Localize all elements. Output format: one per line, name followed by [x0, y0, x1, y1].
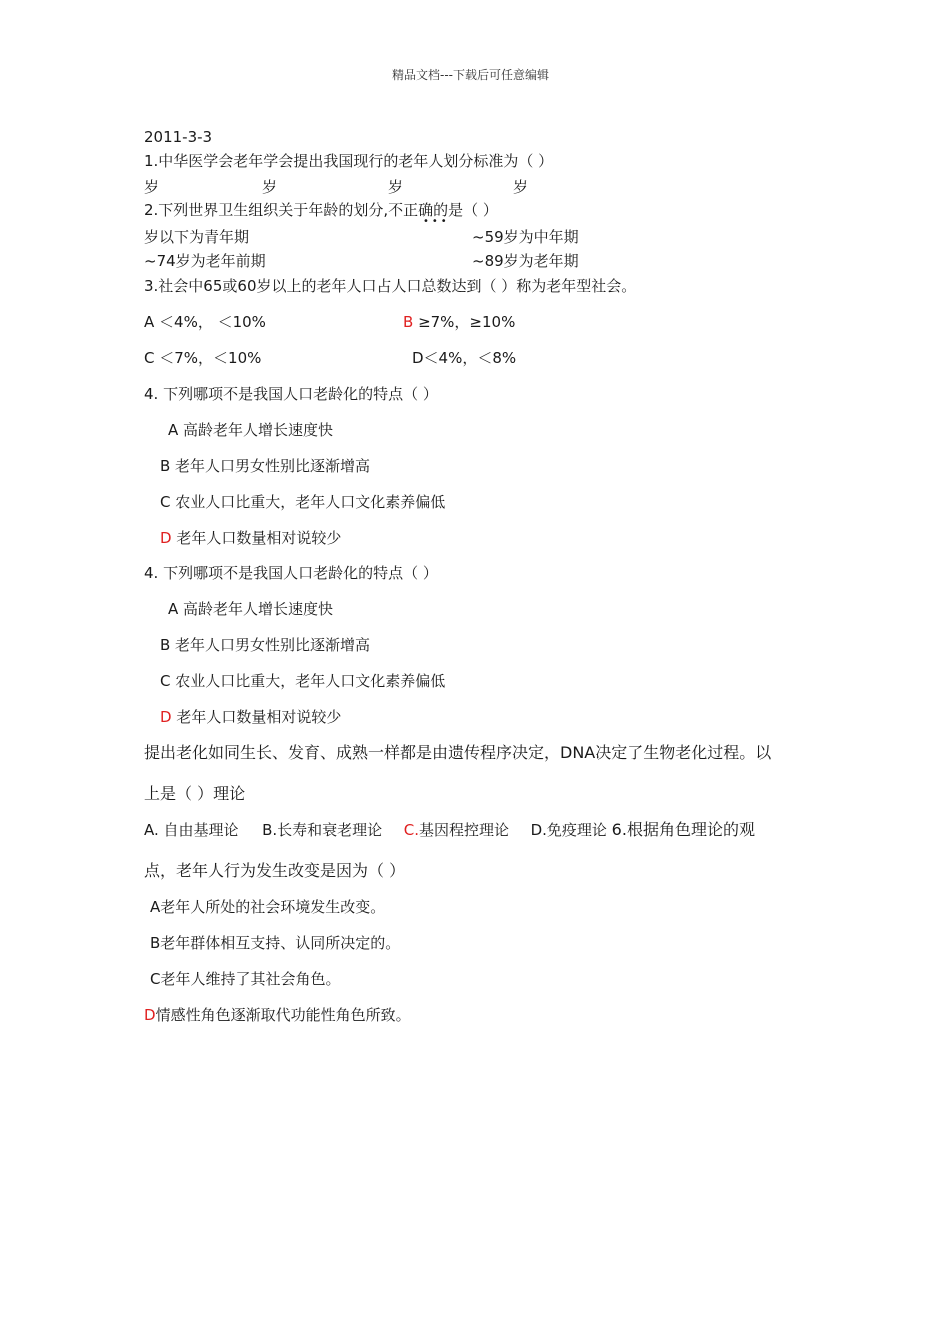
q3-option-a: A ＜4%， ＜10%	[144, 313, 266, 331]
q4-repeat-option-a: A 高龄老年人增长速度快	[168, 600, 334, 618]
q2-option-a: 岁以下为青年期	[144, 228, 250, 246]
q4-repeat-option-c: C 农业人口比重大，老年人口文化素养偏低	[160, 672, 446, 690]
q4-repeat-option-d-text: 老年人口数量相对说较少	[171, 708, 342, 726]
q3-option-b-text: ≥7%，≥10%	[413, 313, 516, 331]
q5-options-line	[144, 821, 755, 839]
q3-option-c: C ＜7%，＜10%	[144, 349, 262, 367]
q4-option-d-text: 老年人口数量相对说较少	[171, 529, 342, 547]
q5-option-c-text: 基因程控理论	[418, 821, 509, 839]
q3-stem: 3.社会中65或60岁以上的老年人口占人口总数达到（ ）称为老年型社会。	[144, 277, 637, 295]
q6-stem-start: 6.根据角色理论的观	[611, 820, 755, 839]
q4-repeat-option-d	[160, 708, 341, 726]
q2-option-d: ~89岁为老年期	[472, 252, 579, 270]
q6-option-a: A老年人所处的社会环境发生改变。	[150, 898, 386, 916]
q5-option-b: B.长寿和衰老理论	[262, 821, 383, 839]
q5-answer-letter: C.	[403, 821, 419, 839]
q6-answer-letter: D	[144, 1006, 156, 1024]
q4-option-b: B 老年人口男女性别比逐渐增高	[160, 457, 371, 475]
q2-stem-post: 的是（ ）	[433, 201, 498, 219]
q4-repeat-stem: 4. 下列哪项不是我国人口老龄化的特点（ ）	[144, 564, 438, 582]
q1-option-a: 岁	[144, 178, 160, 196]
q6-option-d	[144, 1006, 411, 1024]
q3-answer-letter: B	[403, 313, 414, 331]
q5-option-a: A. 自由基理论	[144, 821, 239, 839]
document-date: 2011-3-3	[144, 128, 213, 146]
q2-stem-emphasis: 不正确	[388, 201, 434, 219]
q5-stem-line2: 上是（ ）理论	[144, 784, 246, 803]
q3-option-d: D＜4%，＜8%	[412, 349, 517, 367]
q6-stem-continued: 点，老年人行为发生改变是因为（ ）	[144, 861, 406, 880]
q6-option-d-text: 情感性角色逐渐取代功能性角色所致。	[155, 1006, 411, 1024]
q4-stem: 4. 下列哪项不是我国人口老龄化的特点（ ）	[144, 385, 438, 403]
q6-option-c: C老年人维持了其社会角色。	[150, 970, 341, 988]
q5-option-d: D.免疫理论	[530, 821, 607, 839]
q2-stem-pre: 2.下列世界卫生组织关于年龄的划分,	[144, 201, 389, 219]
q4-repeat-answer-letter: D	[160, 708, 172, 726]
q6-option-b: B老年群体相互支持、认同所决定的。	[150, 934, 401, 952]
page-header: 精品文档---下载后可任意编辑	[392, 68, 549, 82]
emphasis-dots: •••	[423, 216, 450, 227]
q4-option-c: C 农业人口比重大，老年人口文化素养偏低	[160, 493, 446, 511]
q4-answer-letter: D	[160, 529, 172, 547]
q2-option-b: ~59岁为中年期	[472, 228, 579, 246]
q4-option-d	[160, 529, 341, 547]
q4-repeat-option-b: B 老年人口男女性别比逐渐增高	[160, 636, 371, 654]
q1-option-d: 岁	[513, 178, 529, 196]
q1-option-b: 岁	[262, 178, 278, 196]
q1-option-c: 岁	[388, 178, 404, 196]
q1-stem: 1.中华医学会老年学会提出我国现行的老年人划分标准为（ ）	[144, 152, 554, 170]
q5-stem-line1: 提出老化如同生长、发育、成熟一样都是由遗传程序决定，DNA决定了生物老化过程。以	[144, 743, 772, 762]
q4-option-a: A 高龄老年人增长速度快	[168, 421, 334, 439]
q3-option-b	[403, 313, 515, 331]
q2-option-c: ~74岁为老年前期	[144, 252, 266, 270]
